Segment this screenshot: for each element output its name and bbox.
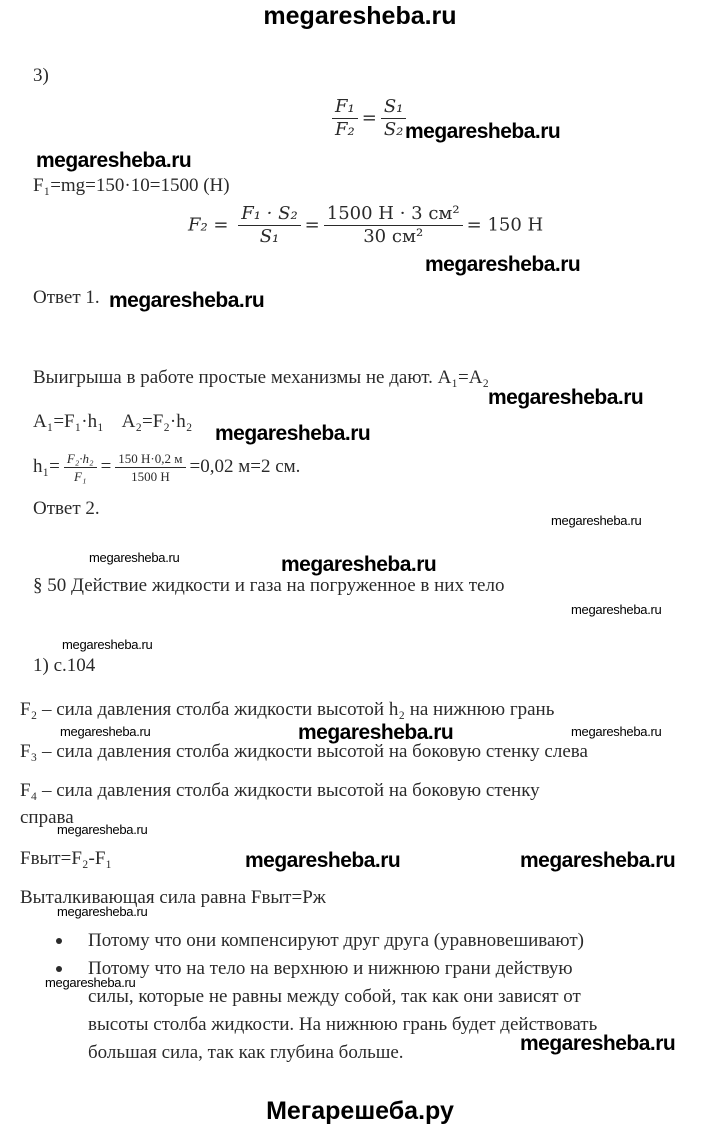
watermark: megaresheba.ru bbox=[571, 602, 662, 617]
watermark: megaresheba.ru bbox=[36, 149, 192, 172]
numerator: F₂·h₂ bbox=[64, 452, 97, 468]
f2-formula bbox=[188, 205, 543, 246]
denominator: 1500 Н bbox=[131, 469, 170, 484]
watermark: megaresheba.ru bbox=[488, 386, 644, 409]
watermark: megaresheba.ru bbox=[520, 1032, 676, 1055]
numerator: 150 Н·0,2 м bbox=[115, 452, 185, 468]
bullet-icon bbox=[56, 938, 62, 944]
watermark: megaresheba.ru bbox=[298, 721, 454, 744]
fvyt-formula: Fвыт=F₂-F₁ bbox=[20, 848, 113, 869]
ratio-formula bbox=[328, 98, 410, 139]
watermark: megaresheba.ru bbox=[245, 849, 401, 872]
watermark: megaresheba.ru bbox=[405, 120, 561, 143]
numerator: 1500 H · 3 см² bbox=[324, 205, 463, 226]
bullet-text: силы, которые не равны между собой, так как они зависят от bbox=[88, 986, 581, 1007]
section-title: § 50 Действие жидкости и газа на погруженное в них тело bbox=[33, 575, 505, 596]
watermark: megaresheba.ru bbox=[57, 904, 148, 919]
numerator: F₁ bbox=[332, 98, 358, 119]
answer-1: Ответ 1. bbox=[33, 287, 100, 308]
denominator: F₂ bbox=[335, 119, 355, 140]
equals: = bbox=[361, 107, 377, 129]
force-line: F₄ – сила давления столба жидкости высотой на боковую стенку bbox=[20, 780, 540, 801]
equals: = bbox=[100, 455, 112, 477]
bullet-icon bbox=[56, 966, 62, 972]
task-label: 3) bbox=[33, 65, 49, 86]
force-line: справа bbox=[20, 807, 74, 828]
denominator: F₁ bbox=[73, 469, 87, 484]
watermark: megaresheba.ru bbox=[215, 422, 371, 445]
watermark: megaresheba.ru bbox=[520, 849, 676, 872]
work-formulas: A₁=F₁·h₁ A₂=F₂·h₂ bbox=[33, 411, 193, 432]
watermark: megaresheba.ru bbox=[62, 637, 153, 652]
watermark: megaresheba.ru bbox=[551, 513, 642, 528]
lhs: h₁= bbox=[33, 455, 60, 477]
force-line: F₃ – сила давления столба жидкости высотой на боковую стенку слева bbox=[20, 741, 588, 762]
watermark: megaresheba.ru bbox=[45, 975, 136, 990]
site-header: megaresheba.ru bbox=[263, 2, 457, 30]
force-line: F₂ – сила давления столба жидкости высотой h₂ на нижнюю грань bbox=[20, 699, 555, 720]
work-line: Выигрыша в работе простые механизмы не дают. A₁=A₂ bbox=[33, 367, 490, 388]
denominator: S₁ bbox=[259, 226, 280, 247]
numerator: F₁ · S₂ bbox=[238, 205, 300, 226]
result: =0,02 м=2 см. bbox=[189, 455, 301, 477]
watermark: megaresheba.ru bbox=[109, 289, 265, 312]
equals: = bbox=[304, 214, 320, 236]
denominator: S₂ bbox=[383, 119, 404, 140]
bullet-text: Потому что они компенсируют друг друга (уравновешивают) bbox=[88, 930, 584, 951]
buoyant-line: Выталкивающая сила равна Fвыт=Pж bbox=[20, 887, 326, 908]
f1-line: F₁=mg=150·10=1500 (Н) bbox=[33, 175, 230, 196]
lhs: F₂ = bbox=[188, 214, 229, 236]
result: = 150 Н bbox=[466, 214, 544, 236]
watermark: megaresheba.ru bbox=[425, 253, 581, 276]
answer-2: Ответ 2. bbox=[33, 498, 100, 519]
watermark: megaresheba.ru bbox=[57, 822, 148, 837]
denominator: 30 см² bbox=[363, 226, 424, 247]
watermark: megaresheba.ru bbox=[571, 724, 662, 739]
bullet-text: Потому что на тело на верхнюю и нижнюю грани действую bbox=[88, 958, 573, 979]
watermark: megaresheba.ru bbox=[60, 724, 151, 739]
bullet-text: высоты столба жидкости. На нижнюю грань будет действовать bbox=[88, 1014, 598, 1035]
watermark: megaresheba.ru bbox=[89, 550, 180, 565]
h1-formula bbox=[33, 452, 300, 483]
site-footer: Мегарешеба.ру bbox=[266, 1097, 454, 1125]
watermark: megaresheba.ru bbox=[281, 553, 437, 576]
numerator: S₁ bbox=[381, 98, 407, 119]
bullet-text: большая сила, так как глубина больше. bbox=[88, 1042, 404, 1063]
item-label: 1) с.104 bbox=[33, 655, 96, 676]
